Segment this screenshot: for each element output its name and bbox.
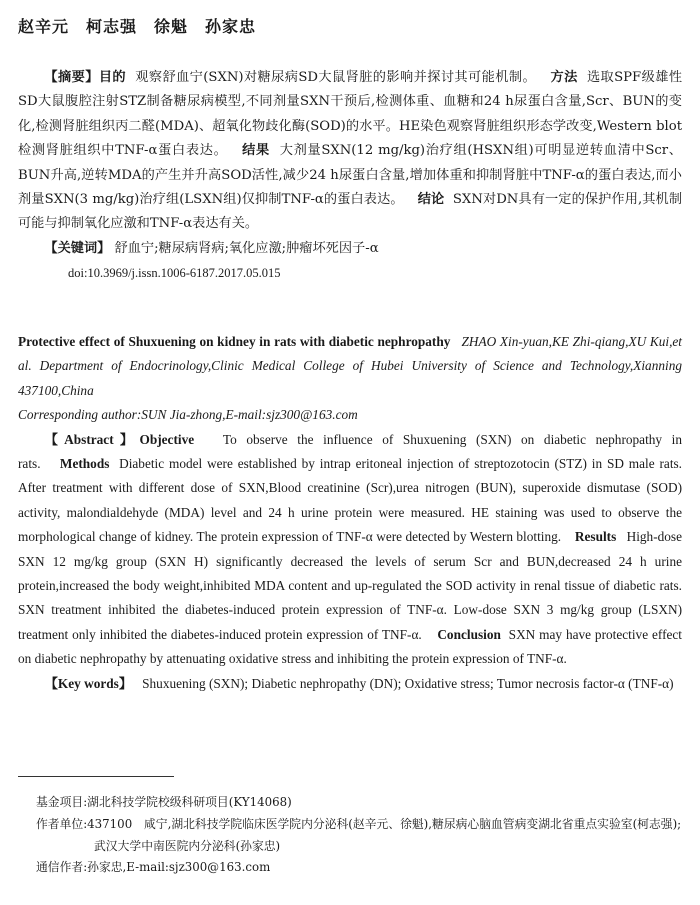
conclusion-text-cn: SXN对DN具有一定的保护作用,其机制可能与抑制氧化应激和TNF-α表达有关。 bbox=[18, 192, 683, 232]
conclusion-text-en: SXN may have protective effect on diabetic nephropathy by attenuating oxidative stress and inhibiting the protein expression of TNF-α. bbox=[18, 626, 682, 667]
results-text-en: High-dose SXN 12 mg/kg group (SXN H) significantly decreased the levels of serum Scr and BUN,decreased 24 h urine protein,increased the body weight,inhibited MDA content and up-regulated the SOD activity in renal tissue of diabetic rats. SXN treatment inhibited the diabetes-induced protein expression of TNF-α. Low-dose SXN 3 mg/kg group (LSXN) treatment only inhibited the diabetes-induced protein expression of TNF-α. bbox=[18, 529, 682, 642]
english-abstract bbox=[18, 330, 682, 696]
chinese-abstract bbox=[18, 66, 682, 286]
methods-label-cn: 方法 bbox=[550, 70, 578, 85]
abstract-label-en: 【Abstract】 bbox=[44, 431, 140, 447]
english-abstract-body bbox=[18, 428, 682, 672]
footnote-corresponding: 通信作者:孙家忠,E-mail:sjz300@163.com bbox=[36, 860, 271, 875]
english-corresponding: Corresponding author:SUN Jia-zhong,E-mail:sjz300@163.com bbox=[18, 407, 358, 423]
conclusion-label-cn: 结论 bbox=[417, 192, 445, 208]
results-label-en: Results bbox=[574, 529, 617, 545]
results-label-cn: 结果 bbox=[241, 143, 270, 159]
keywords-label-cn: 【关键词】 bbox=[44, 240, 111, 256]
doi: doi:10.3969/j.issn.1006-6187.2017.05.015 bbox=[68, 266, 281, 281]
keywords-text-cn: 舒血宁;糖尿病肾病;氧化应激;肿瘤坏死因子-α bbox=[114, 240, 379, 256]
keywords-line-en bbox=[18, 672, 682, 696]
keywords-line-cn bbox=[18, 237, 682, 261]
footnote-fund: 基金项目:湖北科技学院校级科研项目(KY14068) bbox=[36, 795, 292, 809]
english-title: Protective effect of Shuxuening on kidney in rats with diabetic nephropathy bbox=[18, 334, 451, 349]
methods-text-cn: 选取SPF级雄性SD大鼠腹腔注射STZ制备糖尿病模型,不同剂量SXN干预后,检测体重、血糖和24 h尿蛋白含量,Scr、BUN的变化,检测肾脏组织丙二醛(MDA)、超氧化物歧化酶(SOD)的水平。HE染色观察肾脏组织形态学改变,Western blot检测肾脏组织中TNF-α蛋白表达。 bbox=[18, 70, 683, 159]
objective-text-cn: 观察舒血宁(SXN)对糖尿病SD大鼠肾脏的影响并探讨其可能机制。 bbox=[135, 70, 537, 85]
objective-label-cn: 目的 bbox=[98, 70, 127, 85]
methods-label-en: Methods bbox=[59, 456, 110, 472]
chinese-abstract-body bbox=[18, 66, 682, 237]
methods-text-en: Diabetic model were established by intrap eritoneal injection of streptozotocin (STZ) in SD male rats. After treatment with different dose of SXN,Blood creatinine (Scr),urea nitrogen (BUN), superoxide dismutase (SOD) activity, malondialdehyde (MDA) level and 24 h urine protein were measured. HE staining was used to observe the morphological change of kidney. The protein expression of TNF-α were detected by Western blotting. bbox=[18, 456, 683, 545]
footnote-affiliation: 作者单位:437100 咸宁,湖北科技学院临床医学院内分泌科(赵辛元、徐魁),糖尿病心脑血管病变湖北省重点实验室(柯志强);武汉大学中南医院内分泌科(孙家忠) bbox=[36, 816, 682, 853]
abstract-label-cn: 【摘要】 bbox=[44, 70, 99, 85]
keywords-text-en: Shuxuening (SXN); Diabetic nephropathy (DN); Oxidative stress; Tumor necrosis factor-α (TNF-α) bbox=[142, 675, 674, 691]
authors-chinese: 赵辛元 柯志强 徐魁 孙家忠 bbox=[18, 17, 257, 36]
english-header bbox=[18, 330, 682, 403]
conclusion-label-en: Conclusion bbox=[437, 626, 501, 642]
results-text-cn: 大剂量SXN(12 mg/kg)治疗组(HSXN组)可明显逆转血清中Scr、BUN升高,逆转MDA的产生并升高SOD活性,减少24 h尿蛋白含量,增加体重和抑制肾脏中TNF-α的蛋白表达,而小剂量SXN(3 mg/kg)治疗组(LSXN组)仅抑制TNF-α的蛋白表达。 bbox=[18, 143, 682, 208]
footnote-divider bbox=[18, 776, 174, 777]
footnotes bbox=[36, 792, 684, 879]
objective-text-en: To observe the influence of Shuxuening (SXN) on diabetic nephropathy in rats. bbox=[18, 431, 682, 472]
english-authors-affiliation: ZHAO Xin-yuan,KE Zhi-qiang,XU Kui,et al. Department of Endocrinology,Clinic Medical College of Hubei University of Science and Technology,Xianning 437100,China bbox=[18, 334, 682, 398]
keywords-label-en: 【Key words】 bbox=[44, 675, 133, 691]
objective-label-en: Objective bbox=[139, 431, 195, 447]
